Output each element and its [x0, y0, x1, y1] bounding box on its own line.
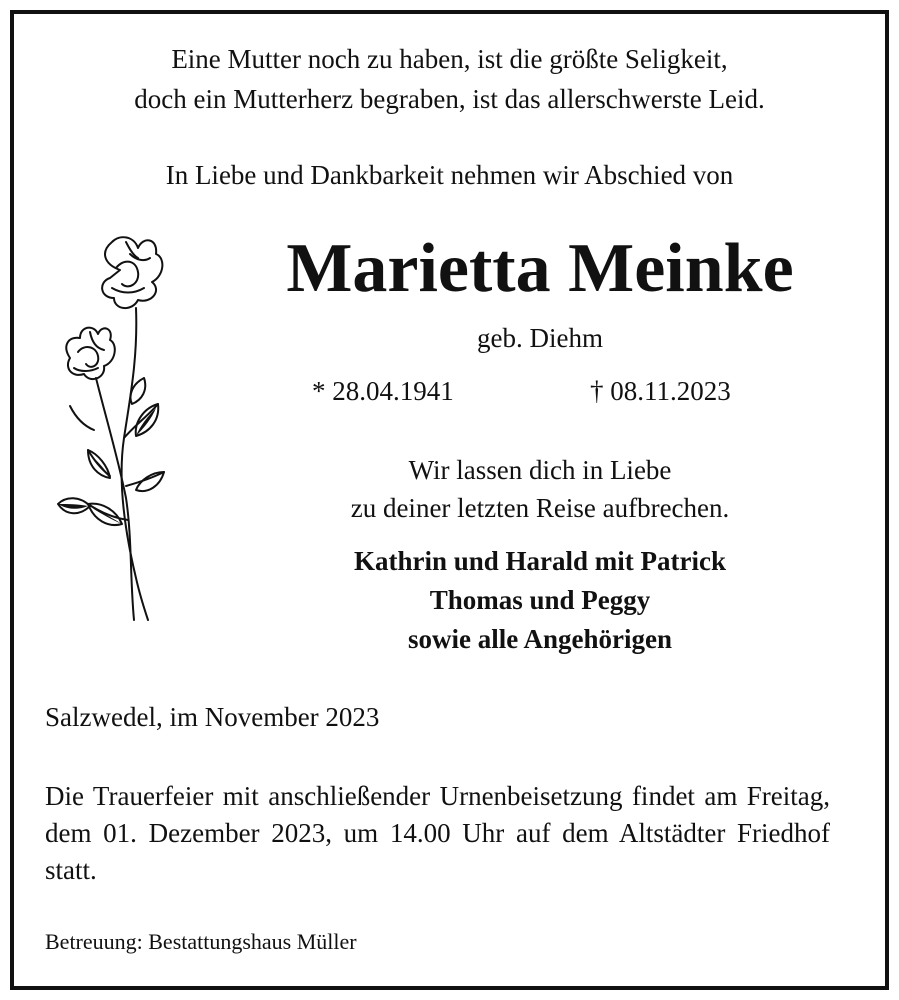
- farewell-verse: [280, 451, 800, 527]
- maiden-name: geb. Diehm: [477, 323, 603, 353]
- mourners-line-2: Thomas und Peggy: [429, 585, 651, 615]
- mourners: [280, 542, 800, 659]
- death-date: † 08.11.2023: [590, 376, 731, 406]
- mourners-line-1: Kathrin und Harald mit Patrick: [353, 546, 726, 576]
- deceased-name: Marietta Meinke: [286, 230, 794, 307]
- mourners-line-3: sowie alle Angehörigen: [408, 624, 672, 654]
- verse-line-2: zu deiner letzten Reise aufbrechen.: [350, 493, 730, 523]
- rose-icon: [40, 228, 176, 623]
- obituary-notice: [10, 10, 889, 990]
- place-and-date: Salzwedel, im November 2023: [45, 702, 380, 732]
- quote-line-1: Eine Mutter noch zu haben, ist die größte Seligkeit,: [171, 44, 728, 74]
- quote-line-2: doch ein Mutterherz begraben, ist das allerschwerste Leid.: [134, 84, 765, 114]
- verse-line-1: Wir lassen dich in Liebe: [408, 455, 672, 485]
- funeral-home: Betreuung: Bestattungshaus Müller: [45, 929, 357, 954]
- opening-quote: [14, 39, 885, 119]
- farewell-intro: In Liebe und Dankbarkeit nehmen wir Abschied von: [165, 160, 734, 190]
- ceremony-details: Die Trauerfeier mit anschließender Urnenbeisetzung findet am Freitag, dem 01. Dezember 2023, um 14.00 Uhr auf dem Altstädter Friedhof statt.: [45, 781, 830, 885]
- birth-date: * 28.04.1941: [312, 376, 454, 406]
